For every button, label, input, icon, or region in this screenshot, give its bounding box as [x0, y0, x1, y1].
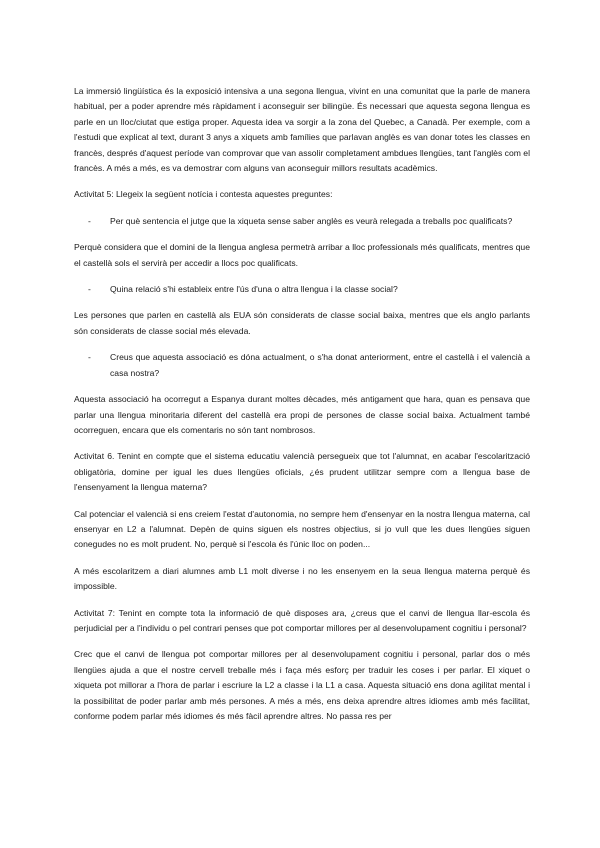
answer-3: Aquesta associació ha ocorregut a Espanya durant moltes dècades, més antigament que hara, quan es pensava que parlar una llengua minoritaria diferent del castellà era propi de persones de classe social baixa. Actualment també ocorreguen, encara que els comentaris no són tant nombrosos.	[74, 394, 530, 435]
answer-7: Crec que el canvi de llengua pot comportar millores per al desenvolupament cognitiu i personal, parlar dos o més llengües ajuda a que el nostre cervell treballe més i faça més esforç per traduir les coses i per parlar. El xiquet o xiqueta pot millorar a l'hora de parlar i escriure la L2 a classe i la L1 a casa. Aquesta situació ens dona agilitat mental i la possibilitat de poder parlar amb més persones. A més a més, ens deixa aprendre altres idiomes amb més facilitat, conforme podem parlar més idiomes és més fàcil aprendre altres. No passa res per	[74, 649, 530, 721]
question-3: - Creus que aquesta associació es dóna actualment, o s'ha donat anteriorment, entre el castellà i el valencià a casa nostra?	[74, 350, 530, 381]
question-list-2	[74, 282, 530, 297]
answer-6-part-2: A més escolaritzem a diari alumnes amb L1 molt diverse i no les ensenyem en la seua llengua materna perquè és impossible.	[74, 565, 530, 592]
document-body	[74, 84, 530, 735]
question-1: - Per què sentencia el jutge que la xiqueta sense saber anglès es veurà relegada a treballs poc qualificats?	[74, 214, 530, 229]
question-list-3	[74, 350, 530, 381]
activitat5-heading: Activitat 5: Llegeix la següent notícia i contesta aquestes preguntes:	[74, 189, 333, 200]
answer-1: Perquè considera que el domini de la llengua anglesa permetrà arribar a lloc professionals més qualificats, mentres que el castellà sols el servirà per accedir a llocs poc qualificats.	[74, 242, 530, 268]
question-list-1	[74, 214, 530, 229]
answer-6-part-1: Cal potenciar el valencià si ens creiem l'estat d'autonomia, no sempre hem d'ensenyar en la nostra llengua materna, cal ensenyar en L2 a l'alumnat. Depèn de quins siguen els nostres objectius, si jo vull que les dues llengües siguen conegudes no es molt prudent. No, perquè si l'escola és l'únic lloc on poden...	[74, 508, 530, 550]
activitat6-question: Activitat 6. Tenint en compte que el sistema educatiu valencià persegueix que tot l'alumnat, en acabar l'escolarització obligatòria, domine per igual les dues llengües oficials, ¿és prudent utilitzar sempre com a llengua base de l'ensenyament la llengua materna?	[74, 451, 530, 493]
answer-2: Les persones que parlen en castellà als EUA són considerats de classe social baixa, mentres que els anglo parlants són considerats de classe social més elevada.	[74, 310, 530, 336]
activitat7-question: Activitat 7: Tenint en compte tota la informació de què disposes ara, ¿creus que el canvi de llengua llar-escola és perjudicial per a l'individu o pel contrari penses que pot comportar millores per al desenvolupament cognitiu i personal?	[74, 607, 530, 633]
intro-paragraph: La immersió lingüística és la exposició intensiva a una segona llengua, vivint en una comunitat que la parle de manera habitual, per a poder aprendre més ràpidament i aconseguir ser bilingüe. És necessari que aquesta segona llengua es parle en un lloc/ciutat que estiga proper. Aquesta idea va sorgir a la zona del Quebec, a Canadà. Per exemple, com a l'estudi que explicat al text, durant 3 anys a xiquets amb famílies que parlavan anglès es van donar totes les classes en francès, després d'aquest període van comprovar que van assolir completament ambdues llengües, tant l'anglès com el francès. A més a més, es va demostrar com alguns van aconseguir millors resultats acadèmics.	[74, 86, 530, 174]
question-2: - Quina relació s'hi estableix entre l'ús d'una o altra llengua i la classe social?	[74, 282, 530, 297]
